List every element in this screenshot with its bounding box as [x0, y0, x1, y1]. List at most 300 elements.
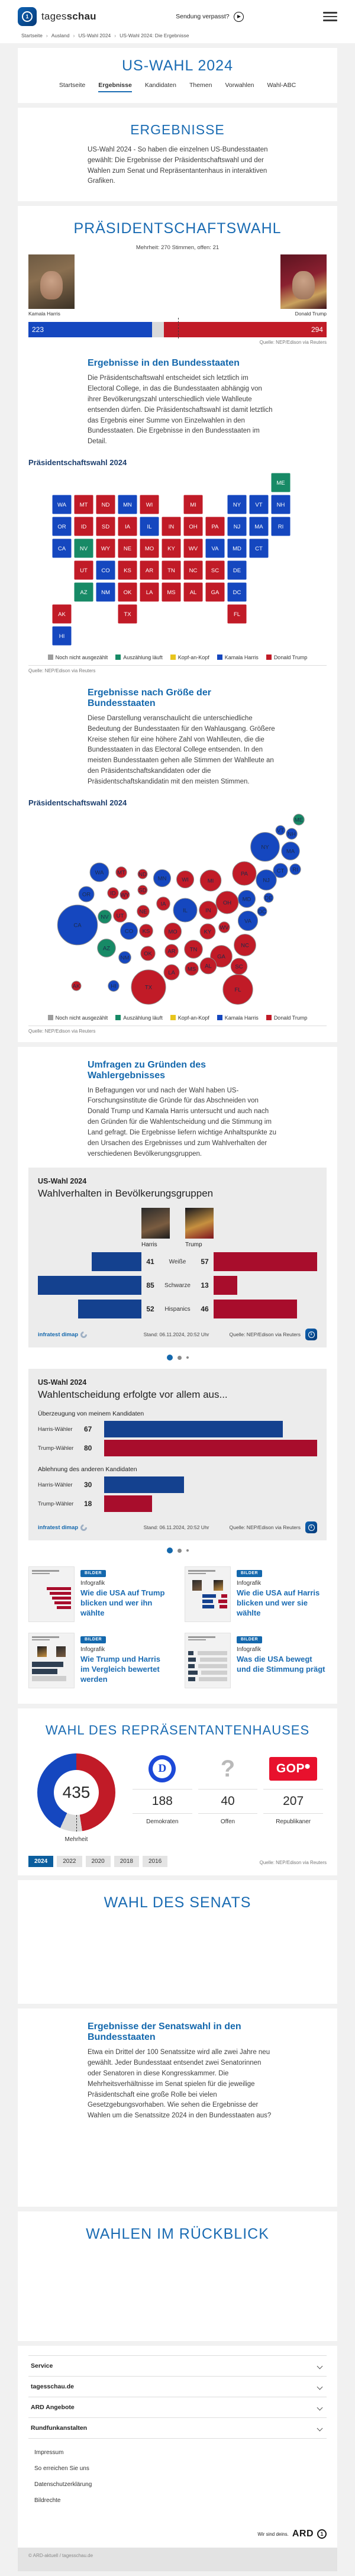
- bubble-RI[interactable]: [290, 863, 301, 874]
- bubble-LA[interactable]: [164, 965, 179, 980]
- teaser-mood[interactable]: [185, 1633, 327, 1688]
- legend-item: [217, 1015, 259, 1021]
- umfragen-card: [18, 1047, 337, 1704]
- state-MO[interactable]: [140, 539, 159, 558]
- svg-text:OH: OH: [189, 523, 198, 530]
- state-NE[interactable]: [118, 539, 137, 558]
- teaser-compare[interactable]: [185, 1566, 327, 1622]
- svg-text:MS: MS: [187, 966, 196, 973]
- bubble-map-legend: [28, 1015, 327, 1021]
- democrats-logo-icon: D: [149, 1755, 176, 1782]
- svg-text:WI: WI: [146, 501, 153, 508]
- svg-text:WY: WY: [101, 545, 111, 552]
- trump-bar: [104, 1495, 152, 1512]
- state-MA[interactable]: [249, 517, 269, 536]
- footer-accordion-ardangebote[interactable]: [28, 2397, 327, 2417]
- tab-vorwahlen[interactable]: Vorwahlen: [225, 82, 254, 89]
- mini-photo: [56, 1646, 66, 1657]
- trump-value: 13: [201, 1281, 209, 1290]
- svg-text:NE: NE: [139, 908, 147, 915]
- carousel-dot-2[interactable]: [178, 1549, 182, 1553]
- state-KY[interactable]: [162, 539, 181, 558]
- us-states-result-map[interactable]: [28, 470, 327, 646]
- svg-text:GA: GA: [217, 953, 225, 960]
- bubble-IL[interactable]: [173, 898, 197, 922]
- breadcrumb-item[interactable]: US-Wahl 2024: [78, 33, 111, 38]
- bubble-UT[interactable]: [114, 908, 127, 922]
- trump-bar: [214, 1300, 297, 1318]
- state-OH[interactable]: [183, 517, 203, 536]
- voter-group-label: Harris-Wähler: [38, 1481, 73, 1488]
- svg-text:IA: IA: [160, 901, 166, 908]
- legend-swatch: [115, 655, 121, 660]
- carousel-dot-1[interactable]: [167, 1547, 173, 1553]
- state-WV[interactable]: [183, 539, 203, 558]
- state-AK[interactable]: [52, 604, 72, 624]
- states-section-heading: Ergebnisse in den Bundesstaaten: [88, 358, 240, 369]
- svg-text:MA: MA: [286, 848, 295, 855]
- svg-text:NH: NH: [276, 501, 285, 508]
- states-section-text: Die Präsidentschaftswahl entscheidet sich letztlich im Electoral College, in das die Bundesstaaten abhängig von ihrer Bevölkerungszahl unterschiedlich viele Wahlleute entsenden dürfen. Die Präsidentschaftswahl ist damit letztlich das Ergebnis einer Summe von Einzelwahlen in den Bundesstaaten. Die Ergebnisse in den Bundesstaaten im Detail.: [88, 375, 273, 446]
- bubble-CO[interactable]: [120, 922, 137, 939]
- state-CT[interactable]: [249, 539, 269, 558]
- svg-text:NC: NC: [241, 942, 249, 949]
- svg-text:LA: LA: [168, 969, 175, 976]
- state-CA[interactable]: [52, 539, 72, 558]
- play-icon[interactable]: [234, 12, 244, 22]
- state-IL[interactable]: [140, 517, 159, 536]
- infratest-dimap-logo[interactable]: infratest dimap: [38, 1524, 139, 1531]
- state-PA[interactable]: [205, 517, 225, 536]
- legend-label: Noch nicht ausgezählt: [55, 1014, 108, 1021]
- breadcrumb-item[interactable]: Startseite: [21, 33, 43, 38]
- bubble-NV[interactable]: [98, 910, 112, 923]
- svg-text:KS: KS: [142, 928, 150, 935]
- svg-text:GA: GA: [211, 589, 220, 596]
- bubble-PA[interactable]: [233, 862, 256, 885]
- legend-item: [217, 655, 259, 660]
- footer-link[interactable]: So erreichen Sie uns: [34, 2465, 89, 2472]
- bilder-badge: BILDER: [80, 1570, 106, 1577]
- bubble-MO[interactable]: [164, 923, 181, 940]
- svg-text:VT: VT: [276, 827, 285, 834]
- kamala-harris-photo: [28, 254, 75, 309]
- svg-text:NY: NY: [261, 844, 269, 851]
- bubble-NH[interactable]: [286, 828, 297, 839]
- repraesentantenhaus-card: [18, 1708, 337, 1875]
- harris-thumb-photo: [141, 1208, 170, 1239]
- state-AR[interactable]: [140, 560, 159, 580]
- footer-accordion-tagesschaude[interactable]: [28, 2376, 327, 2397]
- voter-group-label: Trump-Wähler: [38, 1500, 74, 1507]
- svg-text:AZ: AZ: [80, 589, 88, 596]
- praesi-heading: PRÄSIDENTSCHAFTSWAHL: [73, 220, 282, 237]
- ergebnisse-intro-text: US-Wahl 2024 - So haben die einzelnen US-Bundesstaaten gewählt: Die Ergebnisse der Präsidentschaftswahl und der Wahlen zum Senat und Repräsentantenhaus in interaktiven Grafiken.: [88, 146, 268, 185]
- category-label: Hispanics: [164, 1305, 191, 1313]
- year-button-2018[interactable]: 2018: [114, 1856, 139, 1867]
- carousel-dot-3[interactable]: [186, 1549, 189, 1552]
- bubble-NE[interactable]: [137, 905, 150, 917]
- bubble-AK[interactable]: [72, 981, 81, 991]
- infografik-kicker: US-Wahl 2024: [38, 1177, 87, 1186]
- bubble-AZ[interactable]: [98, 939, 116, 957]
- bubble-MI[interactable]: [200, 870, 221, 891]
- legend-swatch: [217, 1015, 222, 1020]
- harris-bar: [78, 1300, 141, 1318]
- svg-text:NV: NV: [79, 545, 88, 552]
- infografik-footer: [38, 1329, 317, 1340]
- bubble-WV[interactable]: [219, 921, 230, 932]
- bubble-IN[interactable]: [199, 901, 218, 919]
- state-ID[interactable]: [74, 517, 93, 536]
- legend-label: Auszählung läuft: [123, 654, 163, 660]
- bubble-NC[interactable]: [234, 934, 256, 956]
- question-mark-icon: ?: [220, 1756, 235, 1782]
- svg-text:ME: ME: [294, 817, 304, 824]
- hero-card: [18, 48, 337, 103]
- carousel-dot-2[interactable]: [178, 1356, 182, 1360]
- ard-logo-icon: 1: [18, 7, 37, 26]
- legend-item: [115, 1015, 163, 1021]
- svg-text:OR: OR: [82, 891, 91, 898]
- harris-bar: [104, 1476, 184, 1493]
- bubble-SD[interactable]: [138, 885, 147, 895]
- teaser-thumbnail: [28, 1633, 75, 1688]
- voter-group-value: 30: [84, 1481, 92, 1489]
- state-NC[interactable]: [183, 560, 203, 580]
- svg-text:MT: MT: [117, 869, 125, 876]
- state-ME[interactable]: [271, 473, 291, 492]
- svg-text:DC: DC: [233, 589, 241, 596]
- svg-text:MO: MO: [168, 928, 178, 936]
- svg-text:WA: WA: [95, 869, 104, 876]
- quelle-note: Quelle: NEP/Edison via Reuters: [229, 1524, 301, 1531]
- tab-wahl-abc[interactable]: Wahl-ABC: [267, 82, 296, 89]
- chevron-down-icon: [317, 2425, 323, 2431]
- state-UT[interactable]: [74, 560, 93, 580]
- svg-text:NV: NV: [101, 914, 109, 921]
- state-AZ[interactable]: [74, 582, 93, 602]
- infografik-wahlentscheidung: [28, 1369, 327, 1540]
- mini-photo: [192, 1580, 202, 1591]
- state-OK[interactable]: [118, 582, 137, 602]
- state-VT[interactable]: [249, 495, 269, 514]
- state-SD[interactable]: [96, 517, 115, 536]
- state-MN[interactable]: [118, 495, 137, 514]
- rueckblick-placeholder: [28, 2250, 327, 2333]
- svg-text:FL: FL: [234, 986, 241, 994]
- harris-value: 52: [146, 1305, 154, 1314]
- us-states-bubble-map[interactable]: [28, 811, 327, 1006]
- bubble-MA[interactable]: [282, 842, 300, 860]
- bubble-NJ[interactable]: [256, 869, 276, 889]
- bubble-OK[interactable]: [141, 946, 155, 960]
- legend-item: [115, 655, 163, 660]
- ergebnisse-card: [18, 108, 337, 201]
- ergebnisse-heading: ERGEBNISSE: [130, 122, 225, 137]
- trump-value: 46: [201, 1305, 209, 1314]
- svg-text:TN: TN: [189, 946, 198, 953]
- svg-text:NM: NM: [120, 955, 130, 962]
- state-TN[interactable]: [162, 560, 181, 580]
- harris-ev-segment: [28, 322, 152, 337]
- svg-text:OK: OK: [123, 589, 132, 596]
- svg-text:IN: IN: [168, 523, 175, 530]
- state-NY[interactable]: [227, 495, 247, 514]
- svg-text:KY: KY: [204, 928, 212, 936]
- senate-graphic-placeholder: [28, 1919, 327, 1995]
- teaser-title[interactable]: Wie Trump und Harris im Vergleich bewertet werden: [80, 1655, 160, 1684]
- bubble-WA[interactable]: [90, 863, 109, 882]
- source-note: Quelle: NEP/Edison via Reuters: [259, 340, 327, 346]
- demographics-row: [38, 1275, 317, 1295]
- tab-kandidaten[interactable]: Kandidaten: [144, 82, 176, 89]
- state-KS[interactable]: [118, 560, 137, 580]
- footer-link[interactable]: Datenschutzerklärung: [34, 2481, 92, 2488]
- footer-link[interactable]: Impressum: [34, 2449, 64, 2456]
- svg-text:VA: VA: [211, 545, 219, 552]
- state-RI[interactable]: [271, 517, 291, 536]
- state-WI[interactable]: [140, 495, 159, 514]
- teaser-title[interactable]: Wie die USA auf Trump blicken und wer ihn wählte: [80, 1588, 165, 1618]
- demographics-row: [38, 1299, 317, 1319]
- gop-logo-icon: GOP⬤: [269, 1757, 318, 1781]
- svg-text:CO: CO: [101, 567, 110, 574]
- praesidentschaftswahl-card: [18, 206, 337, 1042]
- svg-text:HI: HI: [59, 633, 65, 640]
- bubble-AR[interactable]: [165, 944, 179, 957]
- teaser-red-bars[interactable]: [28, 1566, 170, 1622]
- tagesschau-logo[interactable]: [18, 7, 96, 26]
- trump-bar: [104, 1440, 317, 1456]
- state-LA[interactable]: [140, 582, 159, 602]
- ard-claim: Wir sind deins.: [257, 2531, 289, 2537]
- hamburger-menu-icon[interactable]: [323, 12, 337, 21]
- trump-value: 57: [201, 1258, 209, 1266]
- svg-text:MI: MI: [190, 501, 196, 508]
- bubble-DC[interactable]: [257, 907, 267, 916]
- infografik-title: Wahlverhalten in Bevölkerungsgruppen: [38, 1188, 214, 1200]
- svg-text:MT: MT: [79, 501, 88, 508]
- bubble-TX[interactable]: [131, 970, 166, 1004]
- svg-text:SC: SC: [211, 567, 220, 574]
- state-ND[interactable]: [96, 495, 115, 514]
- trump-bar: [214, 1252, 317, 1271]
- svg-text:ME: ME: [276, 479, 285, 486]
- chevron-down-icon: [317, 2384, 323, 2390]
- legend-label: Donald Trump: [273, 1014, 308, 1021]
- brand-text: tagesschau: [41, 11, 96, 22]
- legend-label: Kopf-an-Kopf: [178, 654, 209, 660]
- dimap-ring-icon: [79, 1330, 88, 1339]
- teaser-title[interactable]: Was die USA bewegt und die Stimmung prägt: [237, 1655, 325, 1674]
- legend-item: [170, 1015, 209, 1021]
- bubble-NM[interactable]: [119, 951, 131, 963]
- state-TX[interactable]: [118, 604, 137, 624]
- state-WY[interactable]: [96, 539, 115, 558]
- svg-text:CA: CA: [73, 922, 82, 929]
- bubble-KS[interactable]: [140, 924, 153, 937]
- bubble-OH[interactable]: [216, 891, 238, 914]
- copyright-bar: © ARD-aktuell / tagesschau.de: [18, 2548, 337, 2571]
- svg-text:NJ: NJ: [263, 877, 270, 884]
- bubble-DE[interactable]: [264, 893, 273, 902]
- site-header: [0, 0, 355, 43]
- bubble-WI[interactable]: [176, 871, 193, 888]
- svg-text:AK: AK: [58, 611, 66, 618]
- bubble-KY[interactable]: [200, 924, 215, 939]
- breadcrumb-separator: ›: [46, 33, 48, 38]
- state-MD[interactable]: [227, 539, 247, 558]
- legend-swatch: [170, 1015, 176, 1020]
- tab-themen[interactable]: Themen: [189, 82, 212, 89]
- bubble-ID[interactable]: [108, 887, 118, 898]
- state-FL[interactable]: [227, 604, 247, 624]
- state-MT[interactable]: [74, 495, 93, 514]
- teaser-title[interactable]: Wie die USA auf Harris blicken und wer sie wählte: [237, 1588, 320, 1618]
- reason-row: [38, 1476, 317, 1493]
- vote-reason-chart: [38, 1410, 317, 1512]
- footer-accordion-service[interactable]: [28, 2355, 327, 2376]
- state-DC[interactable]: [227, 582, 247, 602]
- carousel-dot-3[interactable]: [186, 1356, 189, 1359]
- svg-text:FL: FL: [233, 611, 241, 618]
- voter-group-value: 67: [84, 1425, 92, 1434]
- map-legend: [28, 655, 327, 660]
- bubble-MT[interactable]: [116, 866, 127, 877]
- bubble-MN[interactable]: [153, 869, 170, 886]
- svg-text:PA: PA: [211, 523, 219, 530]
- state-AL[interactable]: [183, 582, 203, 602]
- carousel-dots: [28, 1355, 327, 1360]
- state-SC[interactable]: [205, 560, 225, 580]
- svg-text:OR: OR: [57, 523, 66, 530]
- section-tabs: [28, 82, 327, 95]
- svg-text:MI: MI: [207, 878, 214, 885]
- bubble-HI[interactable]: [108, 980, 119, 991]
- legend-swatch: [48, 655, 53, 660]
- sendung-verpasst-link[interactable]: [176, 12, 243, 22]
- svg-text:NY: NY: [233, 501, 241, 508]
- state-NV[interactable]: [74, 539, 93, 558]
- infratest-dimap-logo[interactable]: infratest dimap: [38, 1331, 139, 1338]
- state-VA[interactable]: [205, 539, 225, 558]
- svg-text:ID: ID: [110, 890, 116, 897]
- svg-text:OK: OK: [144, 950, 152, 957]
- tab-ergebnisse[interactable]: Ergebnisse: [98, 82, 132, 92]
- harris-bar: [104, 1421, 283, 1437]
- state-NM[interactable]: [96, 582, 115, 602]
- bubble-TN[interactable]: [185, 940, 203, 958]
- state-IA[interactable]: [118, 517, 137, 536]
- ard-one-icon: 1: [317, 2529, 327, 2539]
- tab-startseite[interactable]: Startseite: [59, 82, 86, 89]
- year-button-2024[interactable]: 2024: [28, 1856, 53, 1867]
- bubble-WY[interactable]: [120, 890, 130, 899]
- bubble-ND[interactable]: [138, 869, 147, 879]
- dimap-ring-icon: [79, 1523, 88, 1532]
- house-heading: WAHL DES REPRÄSENTANTENHAUSES: [45, 1723, 310, 1738]
- svg-text:CT: CT: [255, 545, 263, 552]
- bubble-MS[interactable]: [185, 962, 199, 975]
- state-MS[interactable]: [162, 582, 181, 602]
- bubble-NY[interactable]: [251, 832, 280, 861]
- svg-text:ND: ND: [138, 871, 147, 878]
- bubble-VT[interactable]: [276, 826, 285, 835]
- year-button-2016[interactable]: 2016: [143, 1856, 167, 1867]
- bubble-FL[interactable]: [223, 974, 253, 1004]
- svg-text:AL: AL: [189, 589, 197, 596]
- state-NJ[interactable]: [227, 517, 247, 536]
- svg-text:IL: IL: [147, 523, 152, 530]
- legend-label: Kamala Harris: [224, 654, 259, 660]
- carousel-dot-1[interactable]: [167, 1355, 173, 1360]
- state-WA[interactable]: [52, 495, 72, 514]
- teaser-dark-bars[interactable]: [28, 1633, 170, 1688]
- footer-link[interactable]: Bildrechte: [34, 2497, 61, 2504]
- svg-text:AZ: AZ: [102, 945, 111, 952]
- state-DE[interactable]: [227, 560, 247, 580]
- tagesschau-mini-logo: 1: [305, 1521, 317, 1533]
- svg-text:IN: IN: [205, 907, 211, 914]
- accordion-label: Rundfunkanstalten: [31, 2425, 88, 2432]
- accordion-label: tagesschau.de: [31, 2383, 74, 2390]
- state-IN[interactable]: [162, 517, 181, 536]
- state-GA[interactable]: [205, 582, 225, 602]
- svg-text:WV: WV: [220, 924, 229, 931]
- bubble-AL[interactable]: [200, 957, 217, 974]
- state-MI[interactable]: [183, 495, 203, 514]
- svg-text:ND: ND: [101, 501, 110, 508]
- harris-bar: [92, 1252, 141, 1271]
- senatswahl-ergebnisse-card: [18, 2008, 337, 2207]
- legend-item: [48, 655, 108, 660]
- bubble-OR[interactable]: [79, 886, 94, 902]
- svg-text:SC: SC: [235, 963, 243, 971]
- bubble-ME[interactable]: [293, 814, 304, 824]
- year-button-2020[interactable]: 2020: [86, 1856, 111, 1867]
- bubble-SC[interactable]: [231, 958, 247, 975]
- infografik-footer: [38, 1521, 317, 1533]
- tagesschau-mini-logo: 1: [305, 1329, 317, 1340]
- year-button-2022[interactable]: 2022: [57, 1856, 82, 1867]
- ard-logo-text: ARD: [292, 2529, 314, 2539]
- bubble-MD[interactable]: [238, 890, 255, 907]
- footer-accordion-rundfunkanstalten[interactable]: [28, 2417, 327, 2439]
- breadcrumb-item[interactable]: Ausland: [51, 33, 70, 38]
- state-CO[interactable]: [96, 560, 115, 580]
- breadcrumb-item[interactable]: US-Wahl 2024: Die Ergebnisse: [120, 33, 189, 38]
- majority-marker: [178, 318, 179, 338]
- trump-column-label: Trump: [185, 1242, 202, 1249]
- svg-text:MN: MN: [157, 875, 167, 882]
- bubble-CA[interactable]: [57, 905, 98, 945]
- state-HI[interactable]: [52, 626, 72, 646]
- bubble-VA[interactable]: [238, 911, 257, 930]
- category-label: Weiße: [169, 1258, 186, 1265]
- state-NH[interactable]: [271, 495, 291, 514]
- breadcrumb-separator: ›: [114, 33, 117, 38]
- bubble-IA[interactable]: [157, 897, 170, 910]
- state-OR[interactable]: [52, 517, 72, 536]
- senate-results-text: Etwa ein Drittel der 100 Senatssitze wird alle zwei Jahre neu gewählt. Jeder Bundesstaat entsendet zwei Senatorinnen oder Senatoren in diese Kongresskammer. Die Mehrheitsverhältnisse im Senat spielen für die jeweilige Präsidentschaft eine große Rolle bei vielen Gesetzgebungsvorhaben. Wie sehen die Ergebnisse der Wahlen um die Senatssitze 2024 in den Bundesstaaten aus?: [88, 2049, 272, 2120]
- donald-trump-photo: [280, 254, 327, 309]
- bilder-badge: BILDER: [80, 1636, 106, 1643]
- svg-text:RI: RI: [292, 866, 298, 873]
- svg-text:WV: WV: [188, 545, 198, 552]
- svg-text:ID: ID: [80, 523, 87, 530]
- svg-text:TX: TX: [144, 984, 153, 991]
